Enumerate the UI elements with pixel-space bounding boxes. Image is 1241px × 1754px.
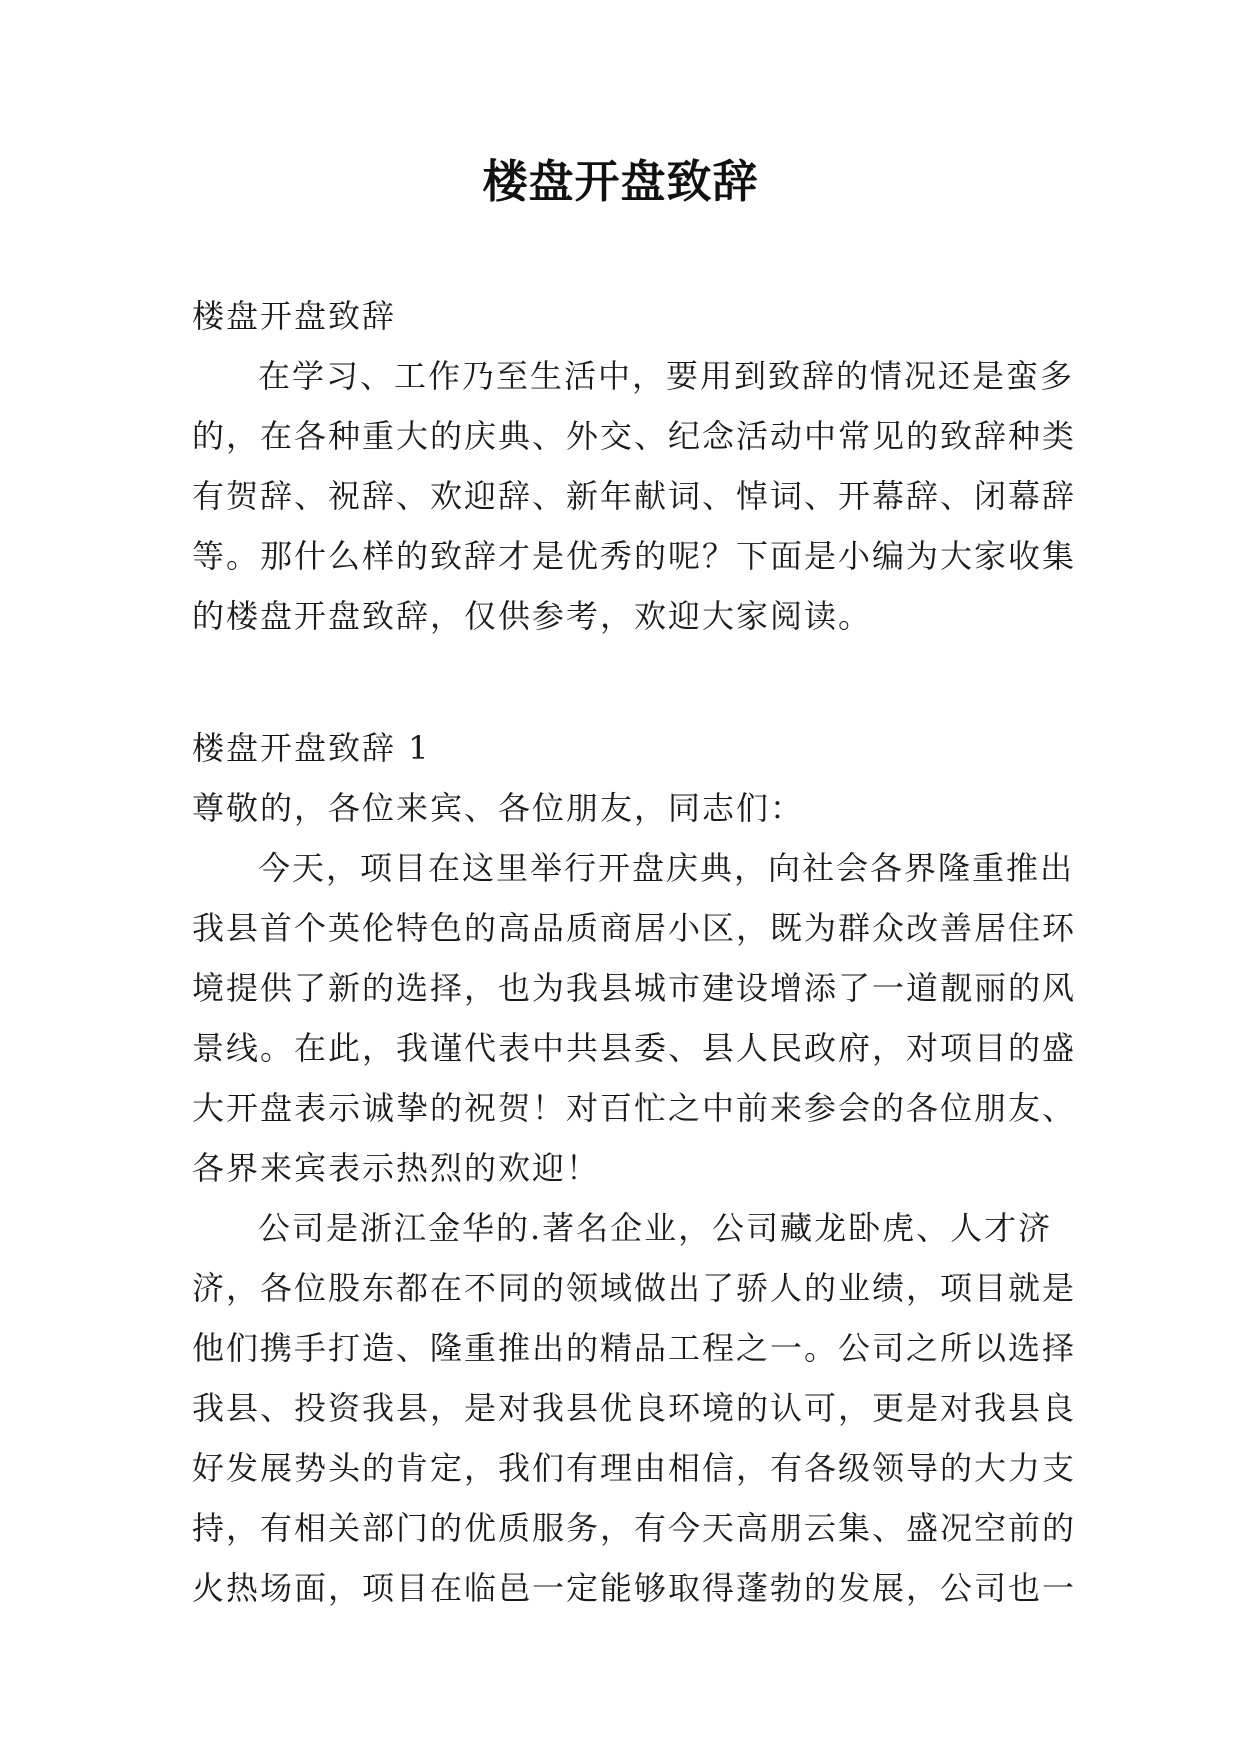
intro-line: 等。那什么样的致辞才是优秀的呢？下面是小编为大家收集 — [192, 537, 1077, 575]
intro-paragraph — [192, 346, 1077, 646]
intro-line: 在学习、工作乃至生活中，要用到致辞的情况还是蛮多 — [258, 357, 1075, 395]
body-paragraph-1 — [192, 838, 1077, 1198]
paragraph-line: 我县首个英伦特色的高品质商居小区，既为群众改善居住环 — [192, 909, 1077, 947]
paragraph-line: 各界来宾表示热烈的欢迎！ — [192, 1149, 601, 1187]
body-paragraph-2 — [192, 1198, 1077, 1618]
intro-line: 的楼盘开盘致辞，仅供参考，欢迎大家阅读。 — [192, 597, 873, 635]
paragraph-line: 好发展势头的肯定，我们有理由相信，有各级领导的大力支 — [192, 1449, 1077, 1487]
paragraph-gap — [192, 646, 1072, 718]
paragraph-line: 大开盘表示诚挚的祝贺！对百忙之中前来参会的各位朋友、 — [192, 1089, 1077, 1127]
paragraph-line: 今天，项目在这里举行开盘庆典，向社会各界隆重推出 — [258, 849, 1075, 887]
document-body — [192, 286, 1077, 1618]
paragraph-line: 公司是浙江金华的.著名企业，公司藏龙卧虎、人才济 — [258, 1209, 1053, 1247]
intro-line: 的，在各种重大的庆典、外交、纪念活动中常见的致辞种类 — [192, 417, 1077, 455]
paragraph-line: 他们携手打造、隆重推出的精品工程之一。公司之所以选择 — [192, 1329, 1077, 1367]
paragraph-line: 我县、投资我县，是对我县优良环境的认可，更是对我县良 — [192, 1389, 1077, 1427]
intro-line: 有贺辞、祝辞、欢迎辞、新年献词、悼词、开幕辞、闭幕辞 — [192, 477, 1077, 515]
paragraph-line: 景线。在此，我谨代表中共县委、县人民政府，对项目的盛 — [192, 1029, 1077, 1067]
salutation: 尊敬的，各位来宾、各位朋友，同志们： — [192, 789, 805, 827]
paragraph-line: 境提供了新的选择，也为我县城市建设增添了一道靓丽的风 — [192, 969, 1077, 1007]
paragraph-line: 持，有相关部门的优质服务，有今天高朋云集、盛况空前的 — [192, 1509, 1077, 1547]
document-subtitle: 楼盘开盘致辞 — [192, 297, 397, 335]
paragraph-line: 火热场面，项目在临邑一定能够取得蓬勃的发展，公司也一 — [192, 1569, 1077, 1607]
document-title: 楼盘开盘致辞 — [482, 155, 759, 208]
section-heading: 楼盘开盘致辞 1 — [192, 729, 431, 767]
paragraph-line: 济，各位股东都在不同的领域做出了骄人的业绩，项目就是 — [192, 1269, 1077, 1307]
